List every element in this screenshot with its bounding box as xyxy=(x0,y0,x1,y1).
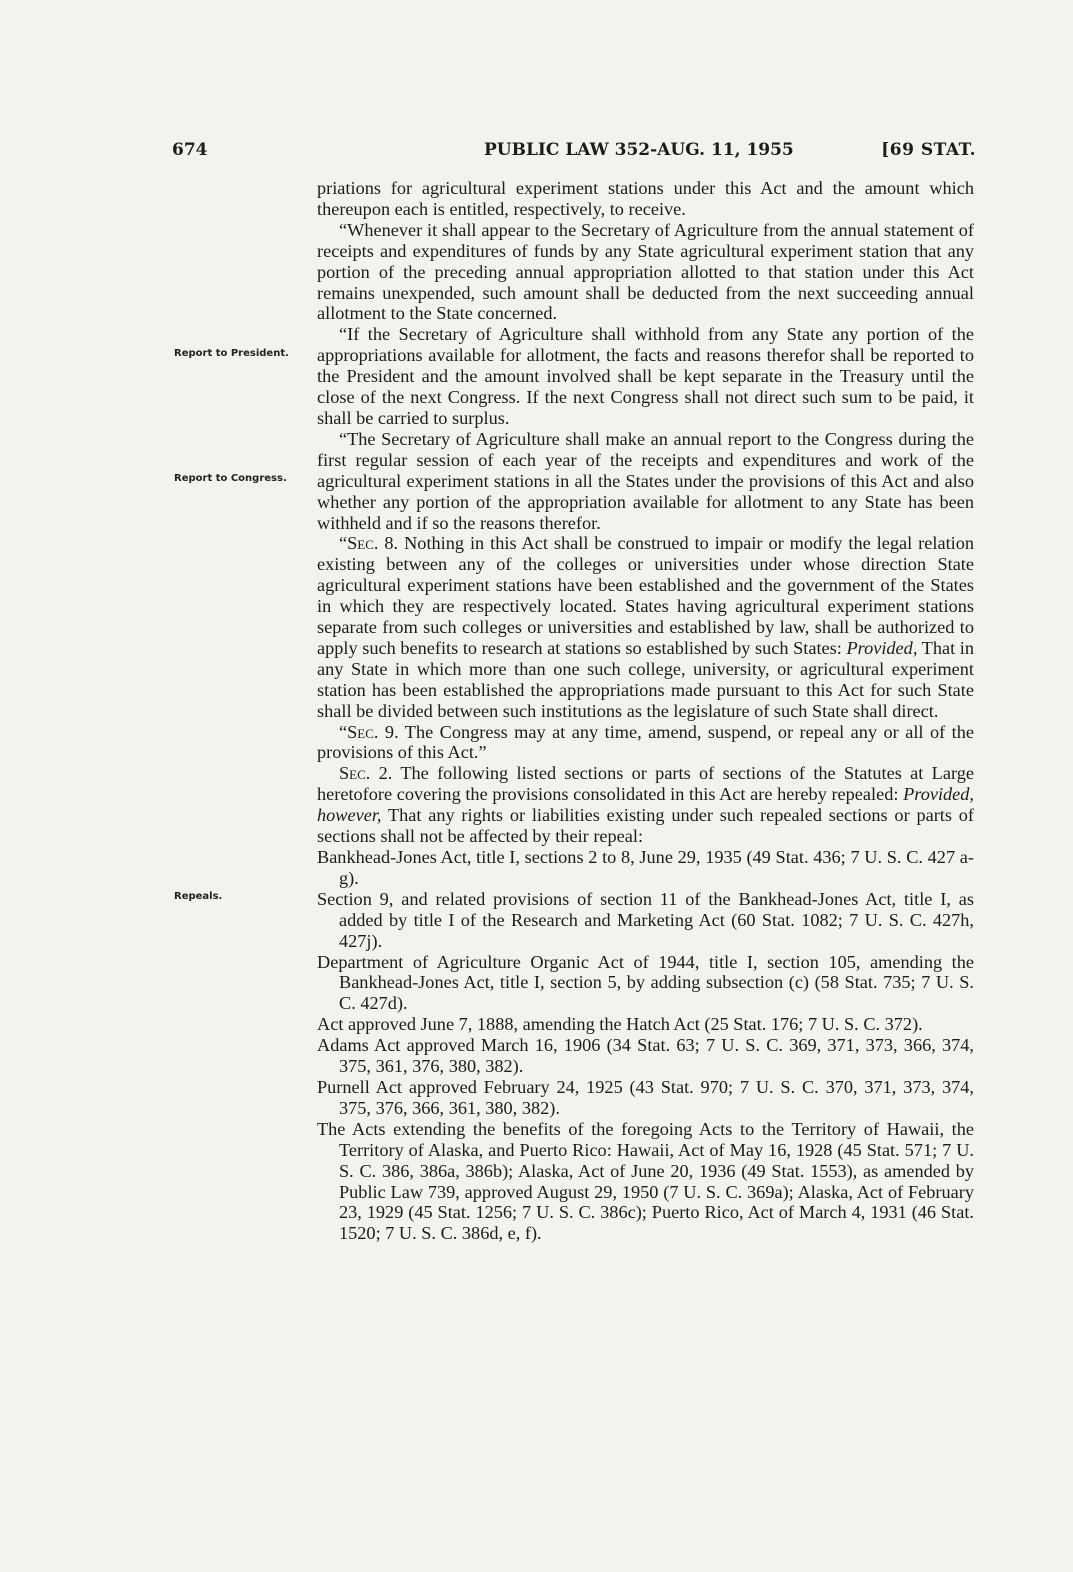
text-run: Nothing in this Act shall be construed to impair or modify the legal relation existing between any of the colleges or universities under whose direction State agricultural experiment stations have been established and the government of the States in which they are respectively located. States having agricultural experiment stations separate from such colleges or universities and established by law, shall be authorized to apply such benefits to research at stations so established by such States: xyxy=(317,533,975,658)
margin-note-report-president: Report to President. xyxy=(174,348,289,359)
repealed-citation: Section 9, and related provisions of section 11 of the Bankhead-Jones Act, title I, as added by title I of the Research and Marketing Act (60 Stat. 1082; 7 U. S. C. 427h, 427j). xyxy=(317,888,974,951)
text-run: That any rights or liabilities existing under such repealed sections or parts of sections shall not be affected by their repeal: xyxy=(317,805,974,847)
repealed-citation: Adams Act approved March 16, 1906 (34 Stat. 63; 7 U. S. C. 369, 371, 373, 366, 374, 375, 361, 376, 380, 382). xyxy=(317,1035,974,1077)
repealed-citation: Purnell Act approved February 24, 1925 (43 Stat. 970; 7 U. S. C. 370, 371, 373, 374, 375, 376, 366, 361, 380, 382). xyxy=(317,1076,974,1118)
running-title: PUBLIC LAW 352-AUG. 11, 1955 xyxy=(484,140,794,160)
section-label: “Sec. 8. xyxy=(339,533,399,554)
section-9-paragraph xyxy=(317,722,974,764)
volume-reference: [69 STAT. xyxy=(881,140,976,160)
section-8-paragraph xyxy=(317,533,974,721)
section-label: “Sec. 9. xyxy=(339,721,399,742)
text-run: The Congress may at any time, amend, suspend, or repeal any or all of the provisions of this Act.” xyxy=(317,721,974,763)
paragraph: “If the Secretary of Agriculture shall withhold from any State any portion of the appropriations available for allotment, the facts and reasons therefor shall be reported to the President and the amount involved shall be kept separate in the Treasury until the close of the next Congress. If the next Congress shall not direct such sum to be paid, it shall be carried to surplus. xyxy=(317,324,974,428)
margin-note-report-congress: Report to Congress. xyxy=(174,473,287,484)
italic-term: Provided, however, xyxy=(317,784,974,826)
margin-note-repeals: Repeals. xyxy=(174,891,223,902)
repealed-citation: Department of Agriculture Organic Act of 1944, title I, section 105, amending the Bankhead-Jones Act, title I, section 5, by adding subsection (c) (58 Stat. 735; 7 U. S. C. 427d). xyxy=(317,951,974,1014)
repealed-citation: The Acts extending the benefits of the foregoing Acts to the Territory of Hawaii, the Territory of Alaska, and Puerto Rico: Hawaii, Act of May 16, 1928 (45 Stat. 571; 7 U. S. C. 386, 386a, 386b); Alaska, Act of June 20, 1936 (49 Stat. 1553), as amended by Public Law 739, approved August 29, 1950 (7 U. S. C. 369a); Alaska, Act of February 23, 1929 (45 Stat. 1256; 7 U. S. C. 386c); Puerto Rico, Act of March 4, 1931 (46 Stat. 1520; 7 U. S. C. 386d, e, f). xyxy=(317,1118,974,1244)
page-header xyxy=(172,140,976,168)
repealed-citation: Act approved June 7, 1888, amending the Hatch Act (25 Stat. 176; 7 U. S. C. 372). xyxy=(317,1014,923,1035)
section-label: Sec. 2. xyxy=(339,763,393,784)
paragraph: “The Secretary of Agriculture shall make an annual report to the Congress during the first regular session of each year of the receipts and expenditures and work of the agricultural experiment stations in all the States under the provisions of this Act and also whether any portion of the appropriation available for allotment to any State has been withheld and if so the reasons therefor. xyxy=(317,428,974,533)
section-2-paragraph xyxy=(317,763,974,847)
paragraph: priations for agricultural experiment stations under this Act and the amount which thereupon each is entitled, respectively, to receive. xyxy=(317,178,974,219)
italic-term: Provided, xyxy=(846,637,918,658)
text-run: The following listed sections or parts of sections of the Statutes at Large heretofore covering the provisions consolidated in this Act are hereby repealed: xyxy=(317,763,974,805)
page-number: 674 xyxy=(172,140,208,160)
repealed-citation: Bankhead-Jones Act, title I, sections 2 to 8, June 29, 1935 (49 Stat. 436; 7 U. S. C. 427 a-g). xyxy=(317,847,974,888)
body-text xyxy=(317,178,974,1244)
paragraph: “Whenever it shall appear to the Secretary of Agriculture from the annual statement of receipts and expenditures of funds by any State agricultural experiment station that any portion of the preceding annual appropriation allotted to that station under this Act remains unexpended, such amount shall be deducted from the next succeeding annual allotment to the State concerned. xyxy=(317,219,974,324)
text-run: That in any State in which more than one such college, university, or agricultural experiment station has been established the appropriations made pursuant to this Act for such State shall be divided between such institutions as the legislature of such State shall direct. xyxy=(317,637,974,721)
